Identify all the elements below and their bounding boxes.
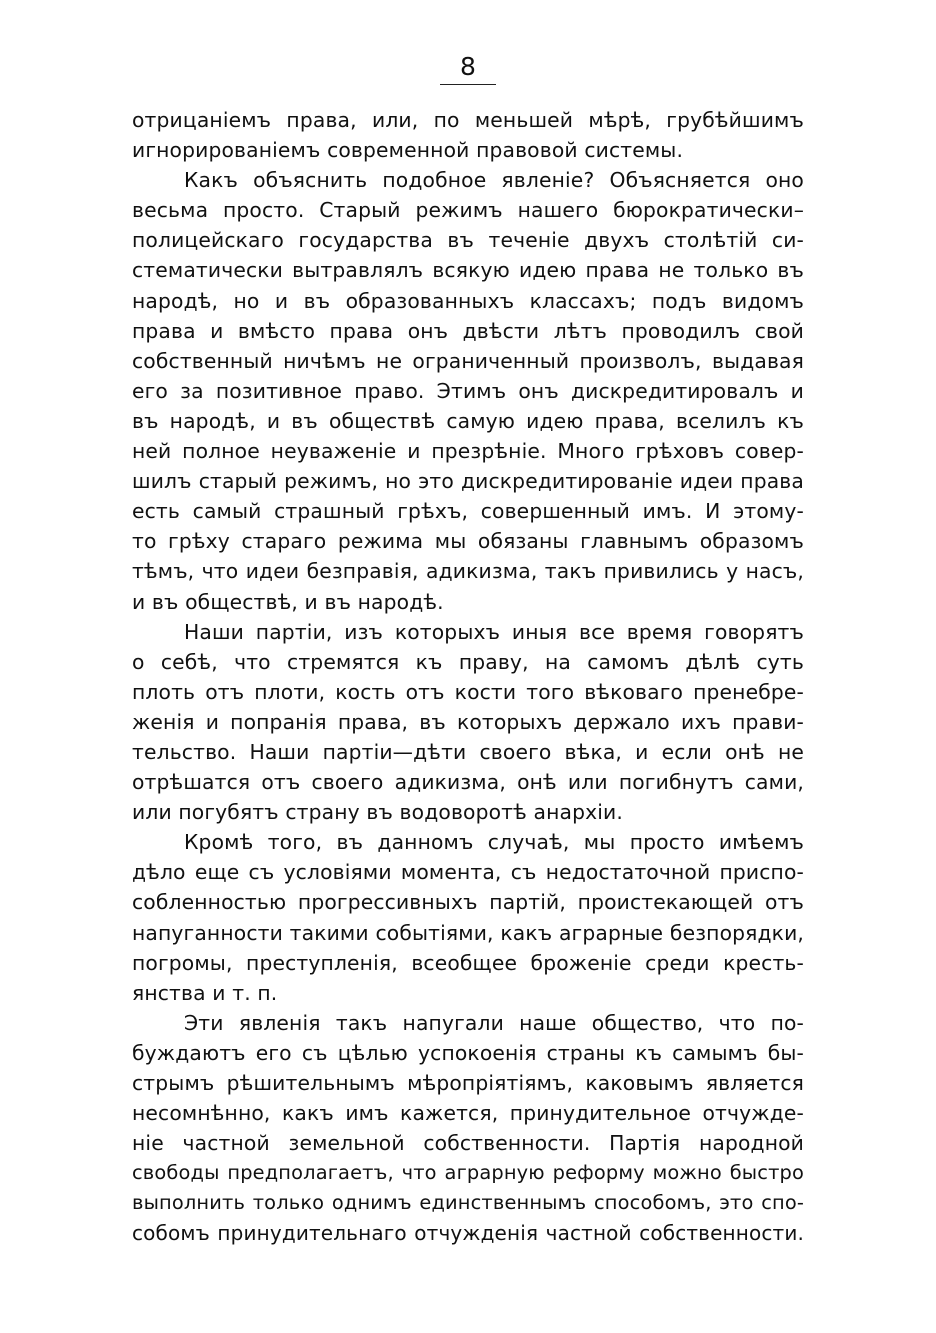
text-line: отрицаніемъ права, или, по меньшей мѣрѣ, грубѣйшимъ bbox=[132, 108, 804, 132]
text-line: Кромѣ того, въ данномъ случаѣ, мы просто имѣемъ bbox=[184, 830, 804, 855]
text-line: собственный ничѣмъ не ограниченный произволъ, выдавая bbox=[132, 348, 804, 373]
text-line: полицейскаго государства въ теченіе двухъ столѣтій си- bbox=[132, 228, 804, 253]
text-line: ней полное неуваженіе и презрѣніе. Много грѣховъ совер- bbox=[132, 439, 804, 464]
text-line: права и вмѣсто права онъ двѣсти лѣтъ проводилъ свой bbox=[132, 318, 804, 343]
text-line: ніе частной земельной собственности. Партія народной bbox=[132, 1131, 804, 1156]
text-line: стрымъ рѣшительнымъ мѣропріятіямъ, каковымъ является bbox=[132, 1071, 804, 1095]
text-line: несомнѣнно, какъ имъ кажется, принудительное отчужде- bbox=[132, 1101, 804, 1126]
text-line: игнорированіемъ современной правовой системы. bbox=[132, 138, 684, 163]
text-line: погромы, преступленія, всеобщее броженіе среди кресть- bbox=[132, 950, 804, 975]
text-line: народѣ, но и въ образованныхъ классахъ; подъ видомъ bbox=[132, 288, 804, 313]
text-line: Какъ объяснить подобное явленіе? Объясняется оно bbox=[184, 168, 804, 193]
text-line: его за позитивное право. Этимъ онъ дискредитировалъ и bbox=[132, 378, 804, 403]
text-line: Эти явленія такъ напугали наше общество, что по- bbox=[184, 1010, 804, 1035]
text-line: выполнить только однимъ единственнымъ способомъ, это спо- bbox=[132, 1191, 804, 1215]
text-line: о себѣ, что стремятся къ праву, на самомъ дѣлѣ суть bbox=[132, 649, 804, 674]
text-line: весьма просто. Старый режимъ нашего бюрократически– bbox=[132, 198, 804, 223]
text-line: стематически вытравлялъ всякую идею права не только въ bbox=[132, 258, 804, 283]
text-line: то грѣху стараго режима мы обязаны главнымъ образомъ bbox=[132, 529, 804, 554]
text-line: Наши партіи, изъ которыхъ иныя все время говорятъ bbox=[184, 619, 804, 644]
text-line: тельство. Наши партіи—дѣти своего вѣка, и если онѣ не bbox=[132, 739, 804, 764]
text-line: женія и попранія права, въ которыхъ держало ихъ прави- bbox=[132, 709, 804, 734]
text-line: свободы предполагаетъ, что аграрную реформу можно быстро bbox=[132, 1161, 804, 1185]
page-number-rule bbox=[440, 84, 496, 85]
text-line: плоть отъ плоти, кость отъ кости того вѣковаго пренебре- bbox=[132, 679, 804, 704]
text-line: есть самый страшный грѣхъ, совершенный имъ. И этому- bbox=[132, 499, 804, 524]
text-line: собленностью прогрессивныхъ партій, проистекающей отъ bbox=[132, 890, 804, 915]
text-line: буждаютъ его съ цѣлью успокоенія страны къ самымъ бы- bbox=[132, 1040, 804, 1065]
text-line: и въ обществѣ, и въ народѣ. bbox=[132, 589, 444, 614]
body-text bbox=[132, 105, 804, 1249]
text-line: тѣмъ, что идеи безправія, адикизма, такъ привились у насъ, bbox=[132, 559, 804, 584]
text-line: или погубятъ страну въ водоворотѣ анархіи. bbox=[132, 800, 623, 825]
text-line: янства и т. п. bbox=[132, 980, 278, 1005]
page-number: 8 bbox=[460, 52, 476, 81]
text-line: отрѣшатся отъ своего адикизма, онѣ или погибнутъ сами, bbox=[132, 770, 804, 795]
text-line: собомъ принудительнаго отчужденія частной собственности. bbox=[132, 1221, 804, 1246]
text-line: напуганности такими событіями, какъ аграрные безпорядки, bbox=[132, 920, 804, 945]
text-line: дѣло еще съ условіями момента, съ недостаточной приспо- bbox=[132, 860, 804, 885]
text-line: шилъ старый режимъ, но это дискредитированіе идеи права bbox=[132, 469, 804, 494]
text-line: въ народѣ, и въ обществѣ самую идею права, вселилъ къ bbox=[132, 408, 804, 433]
